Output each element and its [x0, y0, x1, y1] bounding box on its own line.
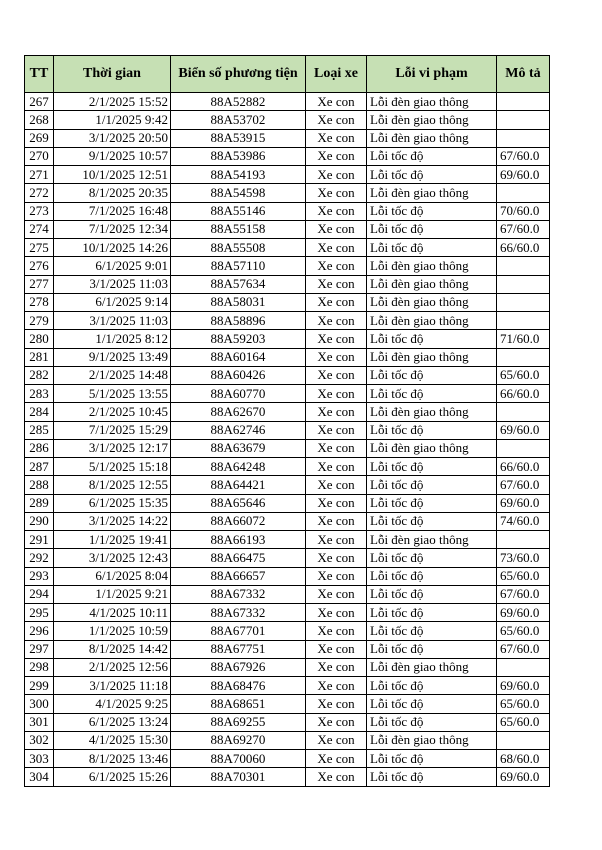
row-plate: 88A59203 — [171, 330, 306, 348]
table-row — [25, 768, 550, 786]
row-plate: 88A69270 — [171, 731, 306, 749]
row-description: 67/60.0 — [497, 476, 550, 494]
row-vehicle-type: Xe con — [306, 166, 367, 184]
row-number: 298 — [25, 658, 54, 676]
row-time: 8/1/2025 14:42 — [54, 640, 171, 658]
row-plate: 88A68476 — [171, 677, 306, 695]
table-row — [25, 403, 550, 421]
header-vehicle-type: Loại xe — [306, 56, 367, 93]
row-vehicle-type: Xe con — [306, 111, 367, 129]
row-vehicle-type: Xe con — [306, 220, 367, 238]
row-number: 295 — [25, 604, 54, 622]
row-vehicle-type: Xe con — [306, 531, 367, 549]
table-row — [25, 348, 550, 366]
row-plate: 88A53986 — [171, 147, 306, 165]
row-vehicle-type: Xe con — [306, 695, 367, 713]
row-number: 283 — [25, 385, 54, 403]
row-vehicle-type: Xe con — [306, 312, 367, 330]
row-violation: Lỗi tốc độ — [367, 677, 497, 695]
row-number: 278 — [25, 293, 54, 311]
row-time: 3/1/2025 14:22 — [54, 512, 171, 530]
row-description: 65/60.0 — [497, 366, 550, 384]
row-vehicle-type: Xe con — [306, 366, 367, 384]
table-row — [25, 330, 550, 348]
row-plate: 88A55158 — [171, 220, 306, 238]
row-violation: Lỗi tốc độ — [367, 166, 497, 184]
row-description: 69/60.0 — [497, 166, 550, 184]
row-vehicle-type: Xe con — [306, 385, 367, 403]
row-vehicle-type: Xe con — [306, 476, 367, 494]
row-description — [497, 111, 550, 129]
row-number: 289 — [25, 494, 54, 512]
row-vehicle-type: Xe con — [306, 494, 367, 512]
row-number: 268 — [25, 111, 54, 129]
row-plate: 88A53915 — [171, 129, 306, 147]
row-time: 1/1/2025 9:21 — [54, 585, 171, 603]
row-vehicle-type: Xe con — [306, 421, 367, 439]
table-row — [25, 458, 550, 476]
row-vehicle-type: Xe con — [306, 731, 367, 749]
row-plate: 88A62670 — [171, 403, 306, 421]
table-row — [25, 677, 550, 695]
row-description: 74/60.0 — [497, 512, 550, 530]
row-plate: 88A68651 — [171, 695, 306, 713]
table-row — [25, 293, 550, 311]
row-vehicle-type: Xe con — [306, 458, 367, 476]
row-violation: Lỗi đèn giao thông — [367, 129, 497, 147]
row-plate: 88A67332 — [171, 585, 306, 603]
row-number: 276 — [25, 257, 54, 275]
table-row — [25, 184, 550, 202]
row-violation: Lỗi đèn giao thông — [367, 531, 497, 549]
table-row — [25, 585, 550, 603]
row-description — [497, 129, 550, 147]
row-vehicle-type: Xe con — [306, 275, 367, 293]
row-time: 6/1/2025 15:26 — [54, 768, 171, 786]
header-time: Thời gian — [54, 56, 171, 93]
table-row — [25, 750, 550, 768]
row-vehicle-type: Xe con — [306, 257, 367, 275]
row-violation: Lỗi tốc độ — [367, 750, 497, 768]
row-vehicle-type: Xe con — [306, 293, 367, 311]
header-description: Mô tả — [497, 56, 550, 93]
row-violation: Lỗi đèn giao thông — [367, 111, 497, 129]
row-violation: Lỗi tốc độ — [367, 458, 497, 476]
row-violation: Lỗi tốc độ — [367, 713, 497, 731]
row-time: 7/1/2025 15:29 — [54, 421, 171, 439]
table-row — [25, 512, 550, 530]
row-plate: 88A53702 — [171, 111, 306, 129]
table-row — [25, 129, 550, 147]
row-plate: 88A52882 — [171, 93, 306, 111]
row-violation: Lỗi đèn giao thông — [367, 403, 497, 421]
row-number: 275 — [25, 239, 54, 257]
header-tt: TT — [25, 56, 54, 93]
row-description: 73/60.0 — [497, 549, 550, 567]
row-number: 300 — [25, 695, 54, 713]
row-violation: Lỗi đèn giao thông — [367, 658, 497, 676]
row-violation: Lỗi tốc độ — [367, 330, 497, 348]
row-plate: 88A62746 — [171, 421, 306, 439]
row-number: 288 — [25, 476, 54, 494]
row-plate: 88A54193 — [171, 166, 306, 184]
row-violation: Lỗi tốc độ — [367, 604, 497, 622]
row-number: 293 — [25, 567, 54, 585]
row-number: 281 — [25, 348, 54, 366]
row-plate: 88A54598 — [171, 184, 306, 202]
row-violation: Lỗi đèn giao thông — [367, 184, 497, 202]
header-plate: Biển số phương tiện — [171, 56, 306, 93]
row-time: 3/1/2025 12:43 — [54, 549, 171, 567]
row-number: 303 — [25, 750, 54, 768]
row-description: 67/60.0 — [497, 585, 550, 603]
row-plate: 88A66657 — [171, 567, 306, 585]
table-row — [25, 549, 550, 567]
row-violation: Lỗi tốc độ — [367, 476, 497, 494]
row-plate: 88A67926 — [171, 658, 306, 676]
row-violation: Lỗi đèn giao thông — [367, 93, 497, 111]
row-number: 284 — [25, 403, 54, 421]
row-vehicle-type: Xe con — [306, 640, 367, 658]
row-description: 68/60.0 — [497, 750, 550, 768]
row-time: 2/1/2025 10:45 — [54, 403, 171, 421]
table-row — [25, 731, 550, 749]
row-vehicle-type: Xe con — [306, 585, 367, 603]
table-row — [25, 202, 550, 220]
row-violation: Lỗi tốc độ — [367, 768, 497, 786]
row-vehicle-type: Xe con — [306, 658, 367, 676]
row-vehicle-type: Xe con — [306, 330, 367, 348]
row-plate: 88A67751 — [171, 640, 306, 658]
row-violation: Lỗi đèn giao thông — [367, 439, 497, 457]
row-description: 65/60.0 — [497, 622, 550, 640]
row-violation: Lỗi tốc độ — [367, 494, 497, 512]
row-time: 3/1/2025 11:03 — [54, 275, 171, 293]
row-vehicle-type: Xe con — [306, 439, 367, 457]
row-time: 5/1/2025 13:55 — [54, 385, 171, 403]
row-description — [497, 275, 550, 293]
row-vehicle-type: Xe con — [306, 567, 367, 585]
row-number: 296 — [25, 622, 54, 640]
row-plate: 88A66193 — [171, 531, 306, 549]
row-violation: Lỗi đèn giao thông — [367, 257, 497, 275]
header-row — [25, 56, 550, 93]
row-time: 6/1/2025 13:24 — [54, 713, 171, 731]
row-violation: Lỗi đèn giao thông — [367, 275, 497, 293]
row-time: 2/1/2025 14:48 — [54, 366, 171, 384]
row-violation: Lỗi tốc độ — [367, 549, 497, 567]
row-time: 1/1/2025 10:59 — [54, 622, 171, 640]
row-description: 69/60.0 — [497, 421, 550, 439]
row-description: 67/60.0 — [497, 640, 550, 658]
row-description: 65/60.0 — [497, 713, 550, 731]
table-row — [25, 476, 550, 494]
row-time: 4/1/2025 9:25 — [54, 695, 171, 713]
row-plate: 88A64248 — [171, 458, 306, 476]
table-row — [25, 239, 550, 257]
row-plate: 88A64421 — [171, 476, 306, 494]
table-row — [25, 658, 550, 676]
row-description — [497, 348, 550, 366]
row-vehicle-type: Xe con — [306, 403, 367, 421]
row-number: 277 — [25, 275, 54, 293]
table-row — [25, 439, 550, 457]
row-plate: 88A55508 — [171, 239, 306, 257]
row-time: 3/1/2025 20:50 — [54, 129, 171, 147]
row-number: 279 — [25, 312, 54, 330]
row-violation: Lỗi tốc độ — [367, 512, 497, 530]
row-number: 273 — [25, 202, 54, 220]
row-vehicle-type: Xe con — [306, 622, 367, 640]
table-row — [25, 695, 550, 713]
row-vehicle-type: Xe con — [306, 93, 367, 111]
row-description: 66/60.0 — [497, 239, 550, 257]
row-time: 6/1/2025 9:14 — [54, 293, 171, 311]
row-violation: Lỗi tốc độ — [367, 202, 497, 220]
row-vehicle-type: Xe con — [306, 184, 367, 202]
row-time: 2/1/2025 15:52 — [54, 93, 171, 111]
row-time: 6/1/2025 9:01 — [54, 257, 171, 275]
row-number: 282 — [25, 366, 54, 384]
table-row — [25, 421, 550, 439]
row-violation: Lỗi đèn giao thông — [367, 348, 497, 366]
row-number: 291 — [25, 531, 54, 549]
row-description: 69/60.0 — [497, 494, 550, 512]
header-violation: Lỗi vi phạm — [367, 56, 497, 93]
table-row — [25, 93, 550, 111]
row-plate: 88A60426 — [171, 366, 306, 384]
row-time: 8/1/2025 13:46 — [54, 750, 171, 768]
row-description — [497, 403, 550, 421]
row-violation: Lỗi đèn giao thông — [367, 293, 497, 311]
row-vehicle-type: Xe con — [306, 677, 367, 695]
table-row — [25, 494, 550, 512]
row-description: 71/60.0 — [497, 330, 550, 348]
row-number: 286 — [25, 439, 54, 457]
row-time: 9/1/2025 10:57 — [54, 147, 171, 165]
row-description — [497, 531, 550, 549]
row-number: 302 — [25, 731, 54, 749]
row-time: 6/1/2025 15:35 — [54, 494, 171, 512]
row-time: 8/1/2025 12:55 — [54, 476, 171, 494]
violations-table — [24, 55, 550, 787]
row-number: 274 — [25, 220, 54, 238]
row-violation: Lỗi tốc độ — [367, 220, 497, 238]
row-description — [497, 731, 550, 749]
row-vehicle-type: Xe con — [306, 202, 367, 220]
row-plate: 88A69255 — [171, 713, 306, 731]
row-time: 10/1/2025 12:51 — [54, 166, 171, 184]
row-vehicle-type: Xe con — [306, 239, 367, 257]
table-header — [25, 56, 550, 93]
row-description: 65/60.0 — [497, 567, 550, 585]
row-number: 297 — [25, 640, 54, 658]
row-number: 290 — [25, 512, 54, 530]
row-plate: 88A70301 — [171, 768, 306, 786]
row-description — [497, 184, 550, 202]
row-vehicle-type: Xe con — [306, 512, 367, 530]
row-violation: Lỗi tốc độ — [367, 239, 497, 257]
row-vehicle-type: Xe con — [306, 147, 367, 165]
row-violation: Lỗi tốc độ — [367, 695, 497, 713]
row-time: 4/1/2025 15:30 — [54, 731, 171, 749]
table-row — [25, 312, 550, 330]
row-violation: Lỗi tốc độ — [367, 585, 497, 603]
row-time: 6/1/2025 8:04 — [54, 567, 171, 585]
table-row — [25, 166, 550, 184]
table-row — [25, 567, 550, 585]
row-time: 4/1/2025 10:11 — [54, 604, 171, 622]
row-description: 66/60.0 — [497, 385, 550, 403]
row-number: 299 — [25, 677, 54, 695]
row-plate: 88A65646 — [171, 494, 306, 512]
table-body — [25, 93, 550, 787]
table-row — [25, 531, 550, 549]
row-description: 66/60.0 — [497, 458, 550, 476]
row-plate: 88A70060 — [171, 750, 306, 768]
row-vehicle-type: Xe con — [306, 348, 367, 366]
row-time: 1/1/2025 9:42 — [54, 111, 171, 129]
row-time: 3/1/2025 11:18 — [54, 677, 171, 695]
row-plate: 88A66072 — [171, 512, 306, 530]
row-violation: Lỗi tốc độ — [367, 385, 497, 403]
row-plate: 88A60164 — [171, 348, 306, 366]
row-time: 3/1/2025 11:03 — [54, 312, 171, 330]
row-description — [497, 293, 550, 311]
row-number: 269 — [25, 129, 54, 147]
row-time: 10/1/2025 14:26 — [54, 239, 171, 257]
row-plate: 88A63679 — [171, 439, 306, 457]
row-description: 67/60.0 — [497, 220, 550, 238]
row-time: 8/1/2025 20:35 — [54, 184, 171, 202]
row-vehicle-type: Xe con — [306, 768, 367, 786]
row-time: 9/1/2025 13:49 — [54, 348, 171, 366]
row-violation: Lỗi tốc độ — [367, 366, 497, 384]
table-row — [25, 366, 550, 384]
row-number: 271 — [25, 166, 54, 184]
table-row — [25, 640, 550, 658]
row-plate: 88A55146 — [171, 202, 306, 220]
row-number: 292 — [25, 549, 54, 567]
row-plate: 88A66475 — [171, 549, 306, 567]
row-number: 287 — [25, 458, 54, 476]
row-violation: Lỗi đèn giao thông — [367, 312, 497, 330]
row-number: 301 — [25, 713, 54, 731]
row-description: 65/60.0 — [497, 695, 550, 713]
row-plate: 88A57634 — [171, 275, 306, 293]
row-plate: 88A58031 — [171, 293, 306, 311]
row-plate: 88A58896 — [171, 312, 306, 330]
row-plate: 88A67332 — [171, 604, 306, 622]
row-time: 1/1/2025 8:12 — [54, 330, 171, 348]
row-time: 7/1/2025 12:34 — [54, 220, 171, 238]
row-description: 69/60.0 — [497, 604, 550, 622]
row-number: 285 — [25, 421, 54, 439]
row-description — [497, 93, 550, 111]
table-row — [25, 147, 550, 165]
row-violation: Lỗi tốc độ — [367, 567, 497, 585]
row-vehicle-type: Xe con — [306, 713, 367, 731]
row-number: 294 — [25, 585, 54, 603]
table-row — [25, 385, 550, 403]
row-time: 7/1/2025 16:48 — [54, 202, 171, 220]
row-violation: Lỗi tốc độ — [367, 421, 497, 439]
table-row — [25, 713, 550, 731]
table-row — [25, 257, 550, 275]
row-time: 5/1/2025 15:18 — [54, 458, 171, 476]
table-row — [25, 622, 550, 640]
row-description: 67/60.0 — [497, 147, 550, 165]
row-description: 69/60.0 — [497, 677, 550, 695]
table-row — [25, 111, 550, 129]
row-violation: Lỗi tốc độ — [367, 640, 497, 658]
row-description — [497, 257, 550, 275]
row-violation: Lỗi đèn giao thông — [367, 731, 497, 749]
row-description — [497, 312, 550, 330]
row-number: 267 — [25, 93, 54, 111]
row-number: 270 — [25, 147, 54, 165]
row-violation: Lỗi tốc độ — [367, 147, 497, 165]
row-plate: 88A57110 — [171, 257, 306, 275]
table-row — [25, 275, 550, 293]
table-row — [25, 604, 550, 622]
row-plate: 88A67701 — [171, 622, 306, 640]
row-time: 3/1/2025 12:17 — [54, 439, 171, 457]
row-number: 280 — [25, 330, 54, 348]
row-number: 272 — [25, 184, 54, 202]
row-description: 70/60.0 — [497, 202, 550, 220]
row-time: 2/1/2025 12:56 — [54, 658, 171, 676]
row-description — [497, 439, 550, 457]
row-time: 1/1/2025 19:41 — [54, 531, 171, 549]
row-number: 304 — [25, 768, 54, 786]
row-vehicle-type: Xe con — [306, 604, 367, 622]
row-vehicle-type: Xe con — [306, 549, 367, 567]
row-plate: 88A60770 — [171, 385, 306, 403]
row-description: 69/60.0 — [497, 768, 550, 786]
row-vehicle-type: Xe con — [306, 750, 367, 768]
row-violation: Lỗi tốc độ — [367, 622, 497, 640]
row-vehicle-type: Xe con — [306, 129, 367, 147]
table-row — [25, 220, 550, 238]
row-description — [497, 658, 550, 676]
